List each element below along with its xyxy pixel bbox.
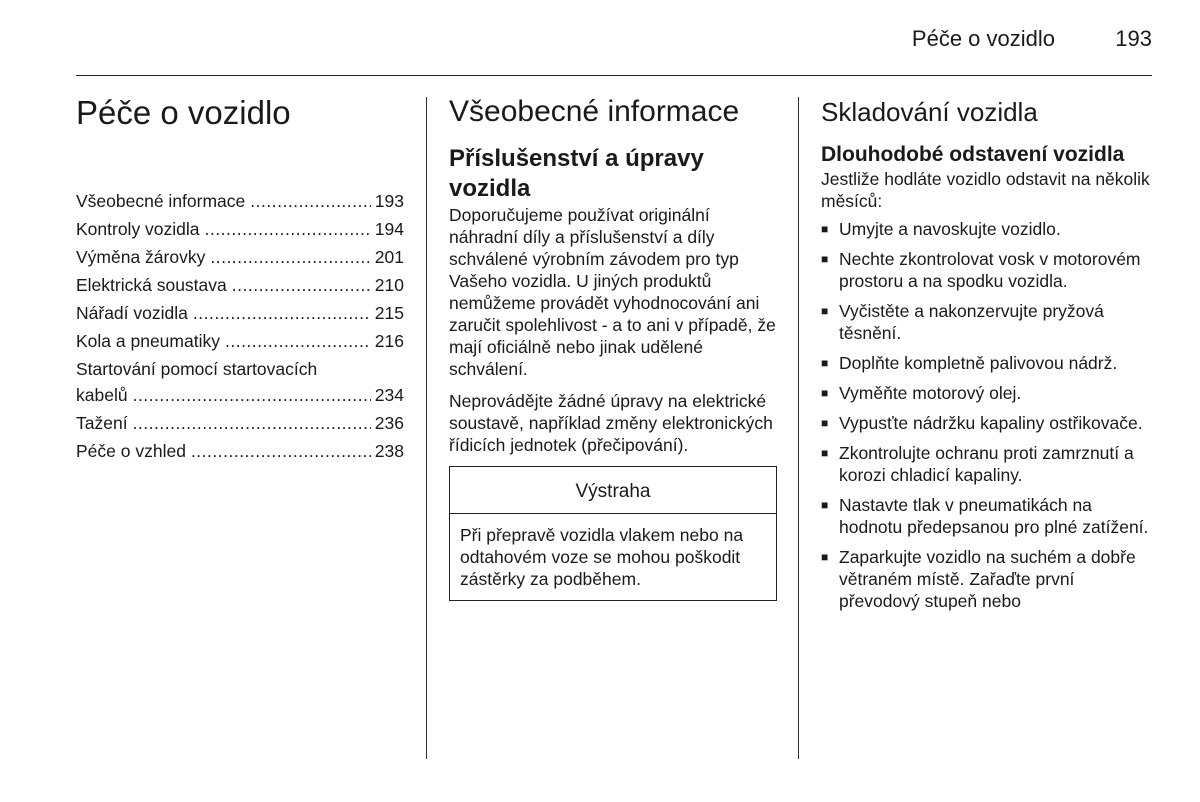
toc-entry-title: Kola a pneumatiky [76,331,220,351]
toc-leader-dots [232,272,371,298]
list-item-text: Nechte zkontrolovat vosk v motorovém prostoru a na spodku vozidla. [839,249,1141,291]
toc-entry-title-line1: Startování pomocí startovacích [76,359,318,379]
toc-entry-title: Všeobecné informace [76,191,246,211]
toc-leader-dots [225,328,371,354]
toc-entry-title: Výměna žárovky [76,247,206,267]
list-item-text: Vyměňte motorový olej. [839,383,1022,403]
list-item-text: Umyjte a navoskujte vozidlo. [839,219,1061,239]
square-bullet-icon: ■ [821,304,829,318]
square-bullet-icon: ■ [821,446,829,460]
square-bullet-icon: ■ [821,498,829,512]
list-item [821,218,1156,240]
toc-entry-page: 236 [374,413,404,433]
toc-entry-title: Tažení [76,413,128,433]
subsection-title-accessories: Příslušenství a úpravy vozidla [449,145,704,202]
toc-entry-title: Péče o vzhled [76,441,186,461]
toc-entry[interactable] [76,356,404,408]
square-bullet-icon: ■ [821,356,829,370]
toc-entry-page: 194 [374,219,404,239]
toc-entry-page: 193 [374,191,404,211]
section-title-storage: Skladování vozidla [821,97,1038,127]
toc-entry-title-line2: kabelů [76,385,128,405]
toc-entry[interactable] [76,328,404,354]
toc-entry-title: Nářadí vozidla [76,303,188,323]
toc-entry-page: 238 [374,441,404,461]
toc-entry[interactable] [76,216,404,242]
toc-leader-dots [133,382,371,408]
list-item-text: Vyčistěte a nakonzervujte pryžová těsnění. [839,301,1104,343]
column-divider-right [798,97,799,759]
toc-entry[interactable] [76,438,404,464]
square-bullet-icon: ■ [821,416,829,430]
toc-leader-dots [191,438,371,464]
paragraph-modifications: Neprovádějte žádné úpravy na elektrické soustavě, například změny elektronických řídicích jednotek (přečipování). [449,391,773,455]
list-item [821,546,1156,612]
square-bullet-icon: ■ [821,252,829,266]
list-item [821,300,1156,344]
toc-entry[interactable] [76,188,404,214]
section-title-general: Všeobecné informace [449,95,740,128]
toc-entry-title: Kontroly vozidla [76,219,200,239]
toc-leader-dots [193,300,371,326]
vehicle-storage-column [821,94,1156,620]
column-divider-left [426,97,427,759]
subsection-title-long-term: Dlouhodobé odstavení vozidla [821,143,1125,166]
list-item [821,382,1156,404]
paragraph-accessories: Doporučujeme používat originální náhradní díly a příslušenství a díly schválené výrobním závodem pro typ Vašeho vozidla. U jiných produktů nemůžeme provádět vyhodnocování ani zaručit spolehlivost - a to ani v případě, že mají oficiálně nebo jinak udělené schválení. [449,205,776,379]
square-bullet-icon: ■ [821,550,829,564]
warning-box [449,466,777,601]
list-item [821,412,1156,434]
toc-entry[interactable] [76,244,404,270]
list-item [821,352,1156,374]
list-item-text: Nastavte tlak v pneumatikách na hodnotu předepsanou pro plné zatížení. [839,495,1149,537]
toc-leader-dots [210,244,370,270]
storage-checklist [821,218,1156,612]
table-of-contents [76,188,404,466]
warning-heading: Výstraha [450,467,776,514]
list-item-text: Vypusťte nádržku kapaliny ostřikovače. [839,413,1143,433]
header-rule [76,75,1152,76]
toc-entry-page: 201 [374,247,404,267]
paragraph-storage-intro: Jestliže hodláte vozidlo odstavit na několik měsíců: [821,169,1150,211]
list-item-text: Doplňte kompletně palivovou nádrž. [839,353,1118,373]
square-bullet-icon: ■ [821,386,829,400]
list-item [821,494,1156,538]
toc-leader-dots [250,188,371,214]
toc-entry-title: Elektrická soustava [76,275,227,295]
toc-entry-page: 215 [374,303,404,323]
general-information-column [449,94,779,601]
toc-leader-dots [205,216,371,242]
chapter-title: Péče o vozidlo [76,94,291,131]
running-header-title: Péče o vozidlo [911,26,1055,51]
list-item [821,248,1156,292]
toc-entry-page: 210 [374,275,404,295]
square-bullet-icon: ■ [821,222,829,236]
page-number: 193 [1115,26,1152,51]
list-item-text: Zkontrolujte ochranu proti zamrznutí a korozi chladicí kapaliny. [839,443,1134,485]
toc-entry[interactable] [76,300,404,326]
toc-leader-dots [133,410,371,436]
toc-entry[interactable] [76,410,404,436]
list-item [821,442,1156,486]
toc-entry-page: 234 [374,385,404,405]
warning-text: Při přepravě vozidla vlakem nebo na odtahovém voze se mohou poškodit zástěrky za podběhem. [460,525,744,589]
list-item-text: Zaparkujte vozidlo na suchém a dobře větraném místě. Zařaďte první převodový stupeň nebo [839,547,1136,611]
toc-entry[interactable] [76,272,404,298]
toc-entry-page: 216 [374,331,404,351]
